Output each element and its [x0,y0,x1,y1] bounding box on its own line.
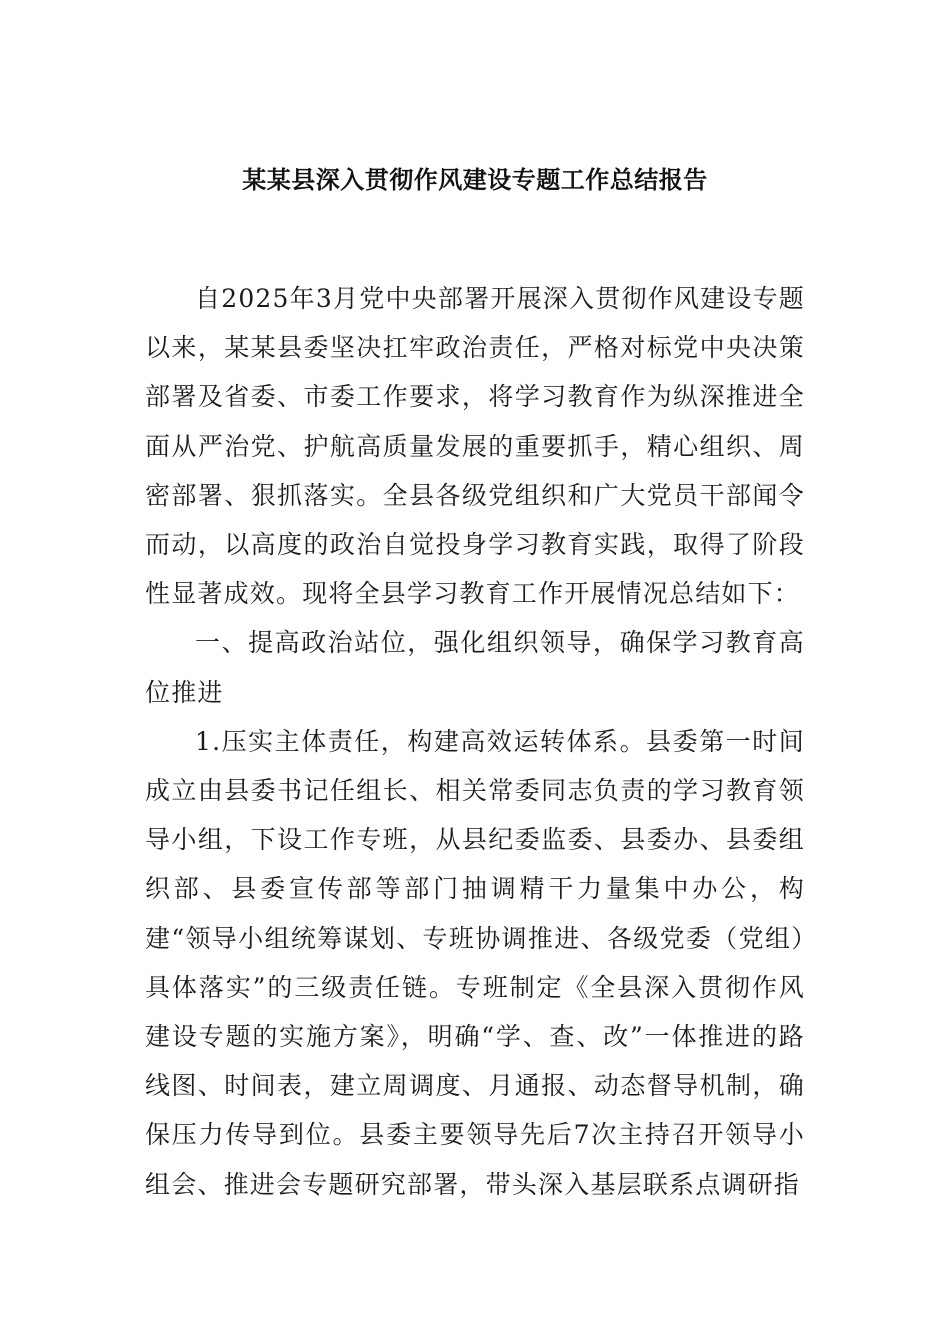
document-title: 某某县深入贯彻作风建设专题工作总结报告 [242,165,708,194]
section-heading-1: 一、提高政治站位，强化组织领导，确保学习教育高位推进 [145,628,805,707]
document-body [145,274,805,1209]
paragraph-item-1: 1.压实主体责任，构建高效运转体系。县委第一时间成立由县委书记任组长、相关常委同志负责的学习教育领导小组，下设工作专班，从县纪委监委、县委办、县委组织部、县委宣传部等部门抽调精干力量集中办公，构建“领导小组统筹谋划、专班协调推进、各级党委（党组）具体落实”的三级责任链。专班制定《全县深入贯彻作风建设专题的实施方案》，明确“学、查、改”一体推进的路线图、时间表，建立周调度、月通报、动态督导机制，确保压力传导到位。县委主要领导先后7次主持召开领导小组会、推进会专题研究部署，带头深入基层联系点调研指 [145,726,805,1199]
paragraph-intro: 自2025年3月党中央部署开展深入贯彻作风建设专题以来，某某县委坚决扛牢政治责任，严格对标党中央决策部署及省委、市委工作要求，将学习教育作为纵深推进全面从严治党、护航高质量发展的重要抓手，精心组织、周密部署、狠抓落实。全县各级党组织和广大党员干部闻令而动，以高度的政治自觉投身学习教育实践，取得了阶段性显著成效。现将全县学习教育工作开展情况总结如下： [145,284,805,609]
